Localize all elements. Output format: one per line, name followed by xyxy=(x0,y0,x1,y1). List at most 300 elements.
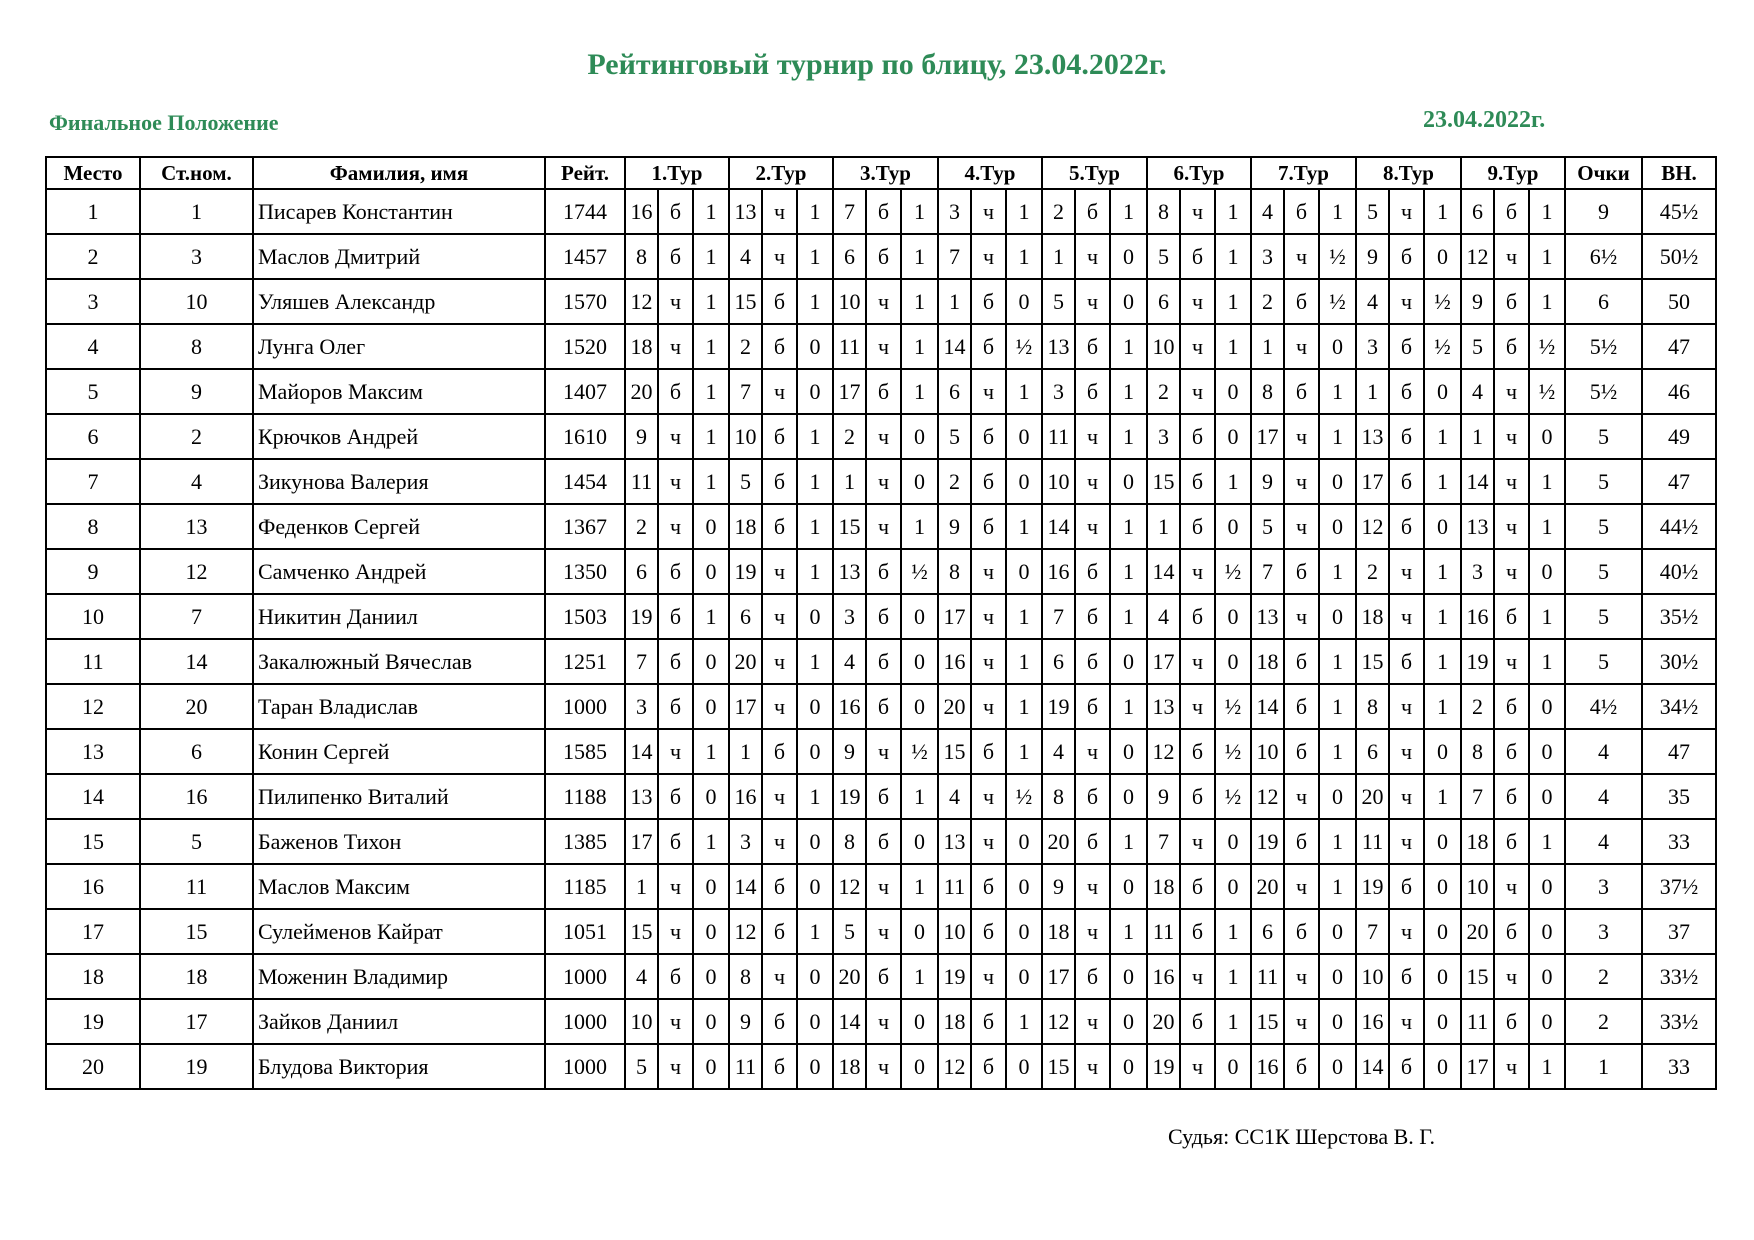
round-3-opponent-cell: 20 xyxy=(833,954,866,999)
round-5-result-cell: 1 xyxy=(1110,189,1147,234)
round-8-opponent-cell: 13 xyxy=(1356,414,1389,459)
round-3-color-cell: ч xyxy=(866,864,901,909)
round-6-opponent-cell: 14 xyxy=(1147,549,1180,594)
round-3-color-cell: ч xyxy=(866,324,901,369)
tiebreak-cell: 33½ xyxy=(1642,999,1716,1044)
round-1-color-cell: ч xyxy=(658,414,693,459)
round-4-opponent-cell: 9 xyxy=(938,504,971,549)
round-1-color-cell: б xyxy=(658,234,693,279)
round-6-opponent-cell: 18 xyxy=(1147,864,1180,909)
round-8-color-cell: б xyxy=(1389,504,1424,549)
round-9-color-cell: ч xyxy=(1494,459,1529,504)
player-name-cell: Баженов Тихон xyxy=(253,819,545,864)
round-3-result-cell: 1 xyxy=(901,234,938,279)
round-3-result-cell: 1 xyxy=(901,954,938,999)
round-1-color-cell: ч xyxy=(658,909,693,954)
round-6-color-cell: ч xyxy=(1180,324,1215,369)
start-number-cell: 11 xyxy=(140,864,253,909)
round-6-result-cell: 0 xyxy=(1215,819,1251,864)
round-9-result-cell: 0 xyxy=(1529,414,1565,459)
round-1-color-cell: б xyxy=(658,369,693,414)
round-2-color-cell: ч xyxy=(762,954,797,999)
round-7-color-cell: ч xyxy=(1284,324,1319,369)
place-cell: 2 xyxy=(46,234,140,279)
player-name-cell: Маслов Максим xyxy=(253,864,545,909)
round-5-color-cell: ч xyxy=(1075,999,1110,1044)
round-4-opponent-cell: 18 xyxy=(938,999,971,1044)
rating-cell: 1000 xyxy=(545,999,625,1044)
round-7-result-cell: 0 xyxy=(1319,504,1356,549)
round-6-result-cell: 1 xyxy=(1215,279,1251,324)
round-2-result-cell: 1 xyxy=(797,279,833,324)
round-9-result-cell: 1 xyxy=(1529,819,1565,864)
round-9-opponent-cell: 3 xyxy=(1461,549,1494,594)
round-9-color-cell: б xyxy=(1494,324,1529,369)
round-7-opponent-cell: 4 xyxy=(1251,189,1284,234)
round-1-result-cell: 0 xyxy=(693,909,729,954)
round-5-opponent-cell: 19 xyxy=(1042,684,1075,729)
round-6-result-cell: 0 xyxy=(1215,504,1251,549)
round-5-opponent-cell: 4 xyxy=(1042,729,1075,774)
round-7-result-cell: 0 xyxy=(1319,594,1356,639)
round-2-result-cell: 1 xyxy=(797,504,833,549)
round-3-opponent-cell: 10 xyxy=(833,279,866,324)
round-2-opponent-cell: 3 xyxy=(729,819,762,864)
round-2-color-cell: б xyxy=(762,324,797,369)
round-2-opponent-cell: 15 xyxy=(729,279,762,324)
round-8-result-cell: 0 xyxy=(1424,819,1461,864)
round-8-color-cell: б xyxy=(1389,414,1424,459)
round-8-result-cell: 0 xyxy=(1424,1044,1461,1089)
round-9-result-cell: 1 xyxy=(1529,279,1565,324)
round-5-color-cell: б xyxy=(1075,324,1110,369)
round-6-color-cell: ч xyxy=(1180,819,1215,864)
place-cell: 19 xyxy=(46,999,140,1044)
round-3-color-cell: ч xyxy=(866,729,901,774)
round-1-opponent-cell: 17 xyxy=(625,819,658,864)
round-7-opponent-cell: 19 xyxy=(1251,819,1284,864)
start-number-cell: 2 xyxy=(140,414,253,459)
tiebreak-cell: 50 xyxy=(1642,279,1716,324)
points-cell: 2 xyxy=(1565,954,1642,999)
points-cell: 5½ xyxy=(1565,369,1642,414)
rating-cell: 1503 xyxy=(545,594,625,639)
table-row xyxy=(46,999,1716,1044)
round-2-result-cell: 1 xyxy=(797,909,833,954)
round-5-color-cell: ч xyxy=(1075,459,1110,504)
round-3-opponent-cell: 12 xyxy=(833,864,866,909)
place-cell: 3 xyxy=(46,279,140,324)
tiebreak-cell: 30½ xyxy=(1642,639,1716,684)
round-9-result-cell: 1 xyxy=(1529,234,1565,279)
start-number-cell: 19 xyxy=(140,1044,253,1089)
round-8-color-cell: ч xyxy=(1389,549,1424,594)
table-row xyxy=(46,189,1716,234)
round-5-color-cell: б xyxy=(1075,954,1110,999)
round-7-result-cell: 1 xyxy=(1319,189,1356,234)
points-cell: 4 xyxy=(1565,819,1642,864)
round-4-result-cell: 0 xyxy=(1006,414,1042,459)
round-4-color-cell: б xyxy=(971,324,1006,369)
round-9-color-cell: б xyxy=(1494,999,1529,1044)
round-2-color-cell: б xyxy=(762,864,797,909)
table-row xyxy=(46,639,1716,684)
round-4-color-cell: б xyxy=(971,504,1006,549)
round-3-result-cell: 0 xyxy=(901,909,938,954)
round-7-color-cell: ч xyxy=(1284,459,1319,504)
round-4-result-cell: 0 xyxy=(1006,819,1042,864)
tiebreak-cell: 46 xyxy=(1642,369,1716,414)
round-6-color-cell: б xyxy=(1180,774,1215,819)
points-cell: 6 xyxy=(1565,279,1642,324)
header-round-2: 2.Тур xyxy=(729,157,833,189)
round-4-result-cell: 0 xyxy=(1006,1044,1042,1089)
round-5-opponent-cell: 7 xyxy=(1042,594,1075,639)
round-8-result-cell: 0 xyxy=(1424,864,1461,909)
round-4-color-cell: ч xyxy=(971,369,1006,414)
round-5-opponent-cell: 16 xyxy=(1042,549,1075,594)
round-4-opponent-cell: 7 xyxy=(938,234,971,279)
round-8-color-cell: б xyxy=(1389,954,1424,999)
round-9-opponent-cell: 19 xyxy=(1461,639,1494,684)
round-7-color-cell: б xyxy=(1284,369,1319,414)
round-3-color-cell: б xyxy=(866,639,901,684)
round-2-color-cell: ч xyxy=(762,234,797,279)
round-9-result-cell: 1 xyxy=(1529,504,1565,549)
round-2-result-cell: 0 xyxy=(797,684,833,729)
round-3-result-cell: 0 xyxy=(901,1044,938,1089)
round-8-color-cell: ч xyxy=(1389,594,1424,639)
player-name-cell: Лунга Олег xyxy=(253,324,545,369)
round-4-color-cell: ч xyxy=(971,684,1006,729)
round-4-color-cell: ч xyxy=(971,639,1006,684)
round-2-result-cell: 1 xyxy=(797,549,833,594)
round-1-opponent-cell: 16 xyxy=(625,189,658,234)
round-7-result-cell: 1 xyxy=(1319,639,1356,684)
round-6-opponent-cell: 19 xyxy=(1147,1044,1180,1089)
round-6-result-cell: 1 xyxy=(1215,999,1251,1044)
final-standings-label: Финальное Положение xyxy=(49,110,279,135)
round-5-result-cell: 1 xyxy=(1110,594,1147,639)
round-6-opponent-cell: 15 xyxy=(1147,459,1180,504)
round-8-opponent-cell: 15 xyxy=(1356,639,1389,684)
round-8-color-cell: б xyxy=(1389,639,1424,684)
table-row xyxy=(46,819,1716,864)
start-number-cell: 9 xyxy=(140,369,253,414)
round-1-opponent-cell: 15 xyxy=(625,909,658,954)
points-cell: 4 xyxy=(1565,729,1642,774)
round-4-opponent-cell: 8 xyxy=(938,549,971,594)
start-number-cell: 7 xyxy=(140,594,253,639)
round-1-color-cell: ч xyxy=(658,279,693,324)
round-3-opponent-cell: 14 xyxy=(833,999,866,1044)
start-number-cell: 18 xyxy=(140,954,253,999)
rating-cell: 1051 xyxy=(545,909,625,954)
round-2-opponent-cell: 18 xyxy=(729,504,762,549)
round-7-opponent-cell: 17 xyxy=(1251,414,1284,459)
table-row xyxy=(46,369,1716,414)
round-2-color-cell: б xyxy=(762,999,797,1044)
round-3-result-cell: 0 xyxy=(901,819,938,864)
round-6-color-cell: б xyxy=(1180,909,1215,954)
round-8-opponent-cell: 8 xyxy=(1356,684,1389,729)
round-1-color-cell: б xyxy=(658,639,693,684)
points-cell: 2 xyxy=(1565,999,1642,1044)
round-1-opponent-cell: 5 xyxy=(625,1044,658,1089)
start-number-cell: 15 xyxy=(140,909,253,954)
round-2-color-cell: б xyxy=(762,909,797,954)
table-row xyxy=(46,279,1716,324)
start-number-cell: 6 xyxy=(140,729,253,774)
tiebreak-cell: 47 xyxy=(1642,459,1716,504)
round-8-opponent-cell: 16 xyxy=(1356,999,1389,1044)
round-9-result-cell: 0 xyxy=(1529,864,1565,909)
round-4-opponent-cell: 17 xyxy=(938,594,971,639)
round-7-color-cell: б xyxy=(1284,684,1319,729)
round-2-color-cell: ч xyxy=(762,189,797,234)
table-row xyxy=(46,234,1716,279)
round-8-result-cell: 0 xyxy=(1424,909,1461,954)
round-4-opponent-cell: 15 xyxy=(938,729,971,774)
round-7-opponent-cell: 9 xyxy=(1251,459,1284,504)
round-3-opponent-cell: 11 xyxy=(833,324,866,369)
round-6-opponent-cell: 8 xyxy=(1147,189,1180,234)
round-8-color-cell: б xyxy=(1389,864,1424,909)
round-9-result-cell: 0 xyxy=(1529,729,1565,774)
round-9-result-cell: 1 xyxy=(1529,594,1565,639)
round-7-opponent-cell: 8 xyxy=(1251,369,1284,414)
round-7-opponent-cell: 6 xyxy=(1251,909,1284,954)
round-7-result-cell: 1 xyxy=(1319,819,1356,864)
round-5-color-cell: б xyxy=(1075,639,1110,684)
round-1-result-cell: 1 xyxy=(693,414,729,459)
round-7-color-cell: ч xyxy=(1284,999,1319,1044)
round-5-opponent-cell: 17 xyxy=(1042,954,1075,999)
round-8-color-cell: ч xyxy=(1389,999,1424,1044)
round-7-opponent-cell: 2 xyxy=(1251,279,1284,324)
header-round-9: 9.Тур xyxy=(1461,157,1565,189)
player-name-cell: Таран Владислав xyxy=(253,684,545,729)
round-1-opponent-cell: 18 xyxy=(625,324,658,369)
round-4-result-cell: 1 xyxy=(1006,684,1042,729)
start-number-cell: 3 xyxy=(140,234,253,279)
round-8-opponent-cell: 17 xyxy=(1356,459,1389,504)
round-7-result-cell: 1 xyxy=(1319,864,1356,909)
round-9-color-cell: ч xyxy=(1494,504,1529,549)
round-8-opponent-cell: 4 xyxy=(1356,279,1389,324)
round-6-result-cell: 1 xyxy=(1215,324,1251,369)
round-5-result-cell: 1 xyxy=(1110,369,1147,414)
points-cell: 5 xyxy=(1565,639,1642,684)
round-6-color-cell: ч xyxy=(1180,369,1215,414)
place-cell: 12 xyxy=(46,684,140,729)
tiebreak-cell: 35 xyxy=(1642,774,1716,819)
round-7-result-cell: 0 xyxy=(1319,954,1356,999)
round-7-result-cell: 1 xyxy=(1319,369,1356,414)
player-name-cell: Писарев Константин xyxy=(253,189,545,234)
round-8-result-cell: 0 xyxy=(1424,234,1461,279)
rating-cell: 1570 xyxy=(545,279,625,324)
round-4-opponent-cell: 16 xyxy=(938,639,971,684)
round-4-result-cell: 0 xyxy=(1006,549,1042,594)
round-5-color-cell: ч xyxy=(1075,234,1110,279)
round-6-result-cell: 0 xyxy=(1215,369,1251,414)
round-5-result-cell: 1 xyxy=(1110,414,1147,459)
points-cell: 3 xyxy=(1565,864,1642,909)
rating-cell: 1457 xyxy=(545,234,625,279)
round-2-opponent-cell: 20 xyxy=(729,639,762,684)
round-5-color-cell: ч xyxy=(1075,414,1110,459)
round-4-result-cell: 0 xyxy=(1006,279,1042,324)
round-6-color-cell: б xyxy=(1180,414,1215,459)
judge-signature: Судья: СС1К Шерстова В. Г. xyxy=(1168,1124,1436,1149)
round-6-color-cell: б xyxy=(1180,504,1215,549)
round-9-opponent-cell: 8 xyxy=(1461,729,1494,774)
rating-cell: 1251 xyxy=(545,639,625,684)
round-2-opponent-cell: 6 xyxy=(729,594,762,639)
round-3-color-cell: б xyxy=(866,819,901,864)
place-cell: 1 xyxy=(46,189,140,234)
round-9-color-cell: ч xyxy=(1494,1044,1529,1089)
round-2-opponent-cell: 5 xyxy=(729,459,762,504)
tiebreak-cell: 49 xyxy=(1642,414,1716,459)
round-8-opponent-cell: 6 xyxy=(1356,729,1389,774)
start-number-cell: 10 xyxy=(140,279,253,324)
tournament-title: Рейтинговый турнир по блицу, 23.04.2022г. xyxy=(587,48,1167,81)
table-row xyxy=(46,684,1716,729)
player-name-cell: Блудова Виктория xyxy=(253,1044,545,1089)
round-7-result-cell: ½ xyxy=(1319,234,1356,279)
place-cell: 8 xyxy=(46,504,140,549)
round-6-opponent-cell: 6 xyxy=(1147,279,1180,324)
round-6-color-cell: б xyxy=(1180,864,1215,909)
header-round-1: 1.Тур xyxy=(625,157,729,189)
round-1-color-cell: ч xyxy=(658,999,693,1044)
player-name-cell: Крючков Андрей xyxy=(253,414,545,459)
points-cell: 5 xyxy=(1565,549,1642,594)
round-3-color-cell: ч xyxy=(866,279,901,324)
round-2-opponent-cell: 19 xyxy=(729,549,762,594)
round-5-opponent-cell: 2 xyxy=(1042,189,1075,234)
round-5-result-cell: 1 xyxy=(1110,819,1147,864)
round-9-opponent-cell: 7 xyxy=(1461,774,1494,819)
round-1-result-cell: 1 xyxy=(693,369,729,414)
round-2-result-cell: 0 xyxy=(797,819,833,864)
round-4-result-cell: 1 xyxy=(1006,369,1042,414)
round-5-opponent-cell: 9 xyxy=(1042,864,1075,909)
round-8-opponent-cell: 3 xyxy=(1356,324,1389,369)
table-row xyxy=(46,864,1716,909)
round-2-color-cell: ч xyxy=(762,819,797,864)
rating-cell: 1385 xyxy=(545,819,625,864)
round-5-opponent-cell: 13 xyxy=(1042,324,1075,369)
round-6-opponent-cell: 13 xyxy=(1147,684,1180,729)
round-9-color-cell: б xyxy=(1494,819,1529,864)
round-7-color-cell: ч xyxy=(1284,864,1319,909)
round-9-color-cell: ч xyxy=(1494,369,1529,414)
table-row xyxy=(46,504,1716,549)
round-3-result-cell: 0 xyxy=(901,639,938,684)
player-name-cell: Конин Сергей xyxy=(253,729,545,774)
round-2-color-cell: ч xyxy=(762,774,797,819)
round-6-result-cell: 1 xyxy=(1215,459,1251,504)
points-cell: 9 xyxy=(1565,189,1642,234)
tiebreak-cell: 37 xyxy=(1642,909,1716,954)
round-1-opponent-cell: 11 xyxy=(625,459,658,504)
round-8-color-cell: ч xyxy=(1389,189,1424,234)
player-name-cell: Пилипенко Виталий xyxy=(253,774,545,819)
round-1-opponent-cell: 2 xyxy=(625,504,658,549)
round-1-opponent-cell: 14 xyxy=(625,729,658,774)
player-name-cell: Сулейменов Кайрат xyxy=(253,909,545,954)
header-round-8: 8.Тур xyxy=(1356,157,1461,189)
start-number-cell: 20 xyxy=(140,684,253,729)
round-4-opponent-cell: 19 xyxy=(938,954,971,999)
round-5-color-cell: б xyxy=(1075,684,1110,729)
round-4-color-cell: б xyxy=(971,909,1006,954)
tiebreak-cell: 44½ xyxy=(1642,504,1716,549)
round-9-color-cell: ч xyxy=(1494,954,1529,999)
round-2-opponent-cell: 8 xyxy=(729,954,762,999)
round-4-result-cell: ½ xyxy=(1006,774,1042,819)
rating-cell: 1000 xyxy=(545,684,625,729)
round-7-opponent-cell: 11 xyxy=(1251,954,1284,999)
tiebreak-cell: 33 xyxy=(1642,819,1716,864)
round-4-color-cell: б xyxy=(971,459,1006,504)
round-9-opponent-cell: 11 xyxy=(1461,999,1494,1044)
round-6-result-cell: 1 xyxy=(1215,234,1251,279)
round-3-color-cell: ч xyxy=(866,504,901,549)
header-round-5: 5.Тур xyxy=(1042,157,1147,189)
round-7-opponent-cell: 18 xyxy=(1251,639,1284,684)
round-3-result-cell: 0 xyxy=(901,999,938,1044)
rating-cell: 1367 xyxy=(545,504,625,549)
round-7-result-cell: 0 xyxy=(1319,909,1356,954)
round-4-result-cell: 0 xyxy=(1006,954,1042,999)
round-3-color-cell: ч xyxy=(866,459,901,504)
round-9-result-cell: ½ xyxy=(1529,369,1565,414)
round-2-opponent-cell: 12 xyxy=(729,909,762,954)
round-4-opponent-cell: 10 xyxy=(938,909,971,954)
table-row xyxy=(46,324,1716,369)
place-cell: 6 xyxy=(46,414,140,459)
round-1-result-cell: 1 xyxy=(693,189,729,234)
round-3-opponent-cell: 3 xyxy=(833,594,866,639)
points-cell: 5½ xyxy=(1565,324,1642,369)
round-6-result-cell: 0 xyxy=(1215,414,1251,459)
round-5-result-cell: 1 xyxy=(1110,909,1147,954)
round-2-color-cell: ч xyxy=(762,549,797,594)
round-5-opponent-cell: 12 xyxy=(1042,999,1075,1044)
round-2-color-cell: б xyxy=(762,504,797,549)
round-3-color-cell: б xyxy=(866,369,901,414)
round-5-result-cell: 0 xyxy=(1110,639,1147,684)
round-2-opponent-cell: 9 xyxy=(729,999,762,1044)
rating-cell: 1185 xyxy=(545,864,625,909)
round-2-result-cell: 0 xyxy=(797,594,833,639)
table-row xyxy=(46,1044,1716,1089)
round-9-color-cell: ч xyxy=(1494,414,1529,459)
round-1-result-cell: 0 xyxy=(693,999,729,1044)
round-5-color-cell: ч xyxy=(1075,729,1110,774)
round-4-opponent-cell: 5 xyxy=(938,414,971,459)
round-3-opponent-cell: 1 xyxy=(833,459,866,504)
round-3-color-cell: б xyxy=(866,549,901,594)
round-7-result-cell: 1 xyxy=(1319,684,1356,729)
round-9-color-cell: б xyxy=(1494,594,1529,639)
round-8-result-cell: 1 xyxy=(1424,549,1461,594)
round-2-opponent-cell: 4 xyxy=(729,234,762,279)
